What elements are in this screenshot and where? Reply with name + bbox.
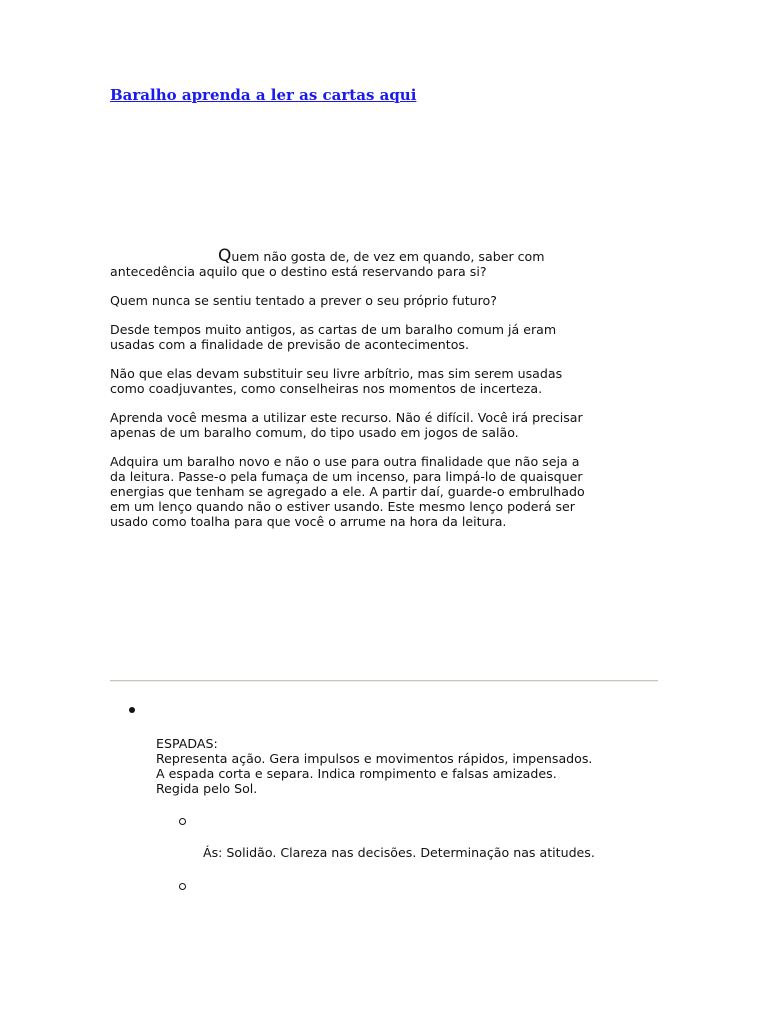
intro-paragraph-2 (110, 293, 670, 308)
paragraph-line: apenas de um baralho comum, do tipo usado em jogos de salão. (110, 425, 519, 440)
paragraph-line: em um lenço quando não o estiver usando. Este mesmo lenço poderá ser (110, 499, 575, 514)
suit-espadas (156, 736, 736, 796)
paragraph-line: usadas com a finalidade de previsão de acontecimentos. (110, 337, 469, 352)
intro-text (110, 246, 670, 543)
bullet-disc-icon (129, 707, 135, 713)
paragraph-line: Quem nunca se sentiu tentado a prever o seu próprio futuro? (110, 293, 497, 308)
title-link[interactable]: Baralho aprenda a ler as cartas aqui (110, 86, 417, 104)
paragraph-line: Aprenda você mesma a utilizar este recurso. Não é difícil. Você irá precisar (110, 410, 583, 425)
horizontal-rule (110, 680, 658, 682)
card-meaning-as: Ás: Solidão. Clareza nas decisões. Determinação nas atitudes. (203, 845, 595, 860)
intro-paragraph-1 (110, 246, 670, 279)
intro-paragraph-4 (110, 366, 670, 396)
paragraph-line: antecedência aquilo que o destino está reservando para si? (110, 264, 487, 279)
intro-paragraph-6 (110, 454, 670, 529)
paragraph-line: energias que tenham se agregado a ele. A partir daí, guarde-o embrulhado (110, 484, 585, 499)
paragraph-line: da leitura. Passe-o pela fumaça de um incenso, para limpá-lo de quaisquer (110, 469, 583, 484)
bullet-circle-icon (179, 818, 186, 825)
paragraph-line: como coadjuvantes, como conselheiras nos momentos de incerteza. (110, 381, 543, 396)
paragraph-line: Desde tempos muito antigos, as cartas de um baralho comum já eram (110, 322, 557, 337)
paragraph-line: usado como toalha para que você o arrume na hora da leitura. (110, 514, 507, 529)
dropcap-letter: Q (218, 246, 232, 266)
paragraph-line: uem não gosta de, de vez em quando, saber com (231, 249, 545, 264)
paragraph-line: Não que elas devam substituir seu livre arbítrio, mas sim serem usadas (110, 366, 563, 381)
suit-description-line: A espada corta e separa. Indica rompimento e falsas amizades. (156, 766, 557, 781)
suit-description-line: Representa ação. Gera impulsos e movimentos rápidos, impensados. (156, 751, 593, 766)
suit-heading: ESPADAS: (156, 736, 218, 751)
intro-paragraph-3 (110, 322, 670, 352)
bullet-circle-icon (179, 883, 186, 890)
suit-description-line: Regida pelo Sol. (156, 781, 258, 796)
intro-paragraph-5 (110, 410, 670, 440)
paragraph-line: Adquira um baralho novo e não o use para outra finalidade que não seja a (110, 454, 580, 469)
